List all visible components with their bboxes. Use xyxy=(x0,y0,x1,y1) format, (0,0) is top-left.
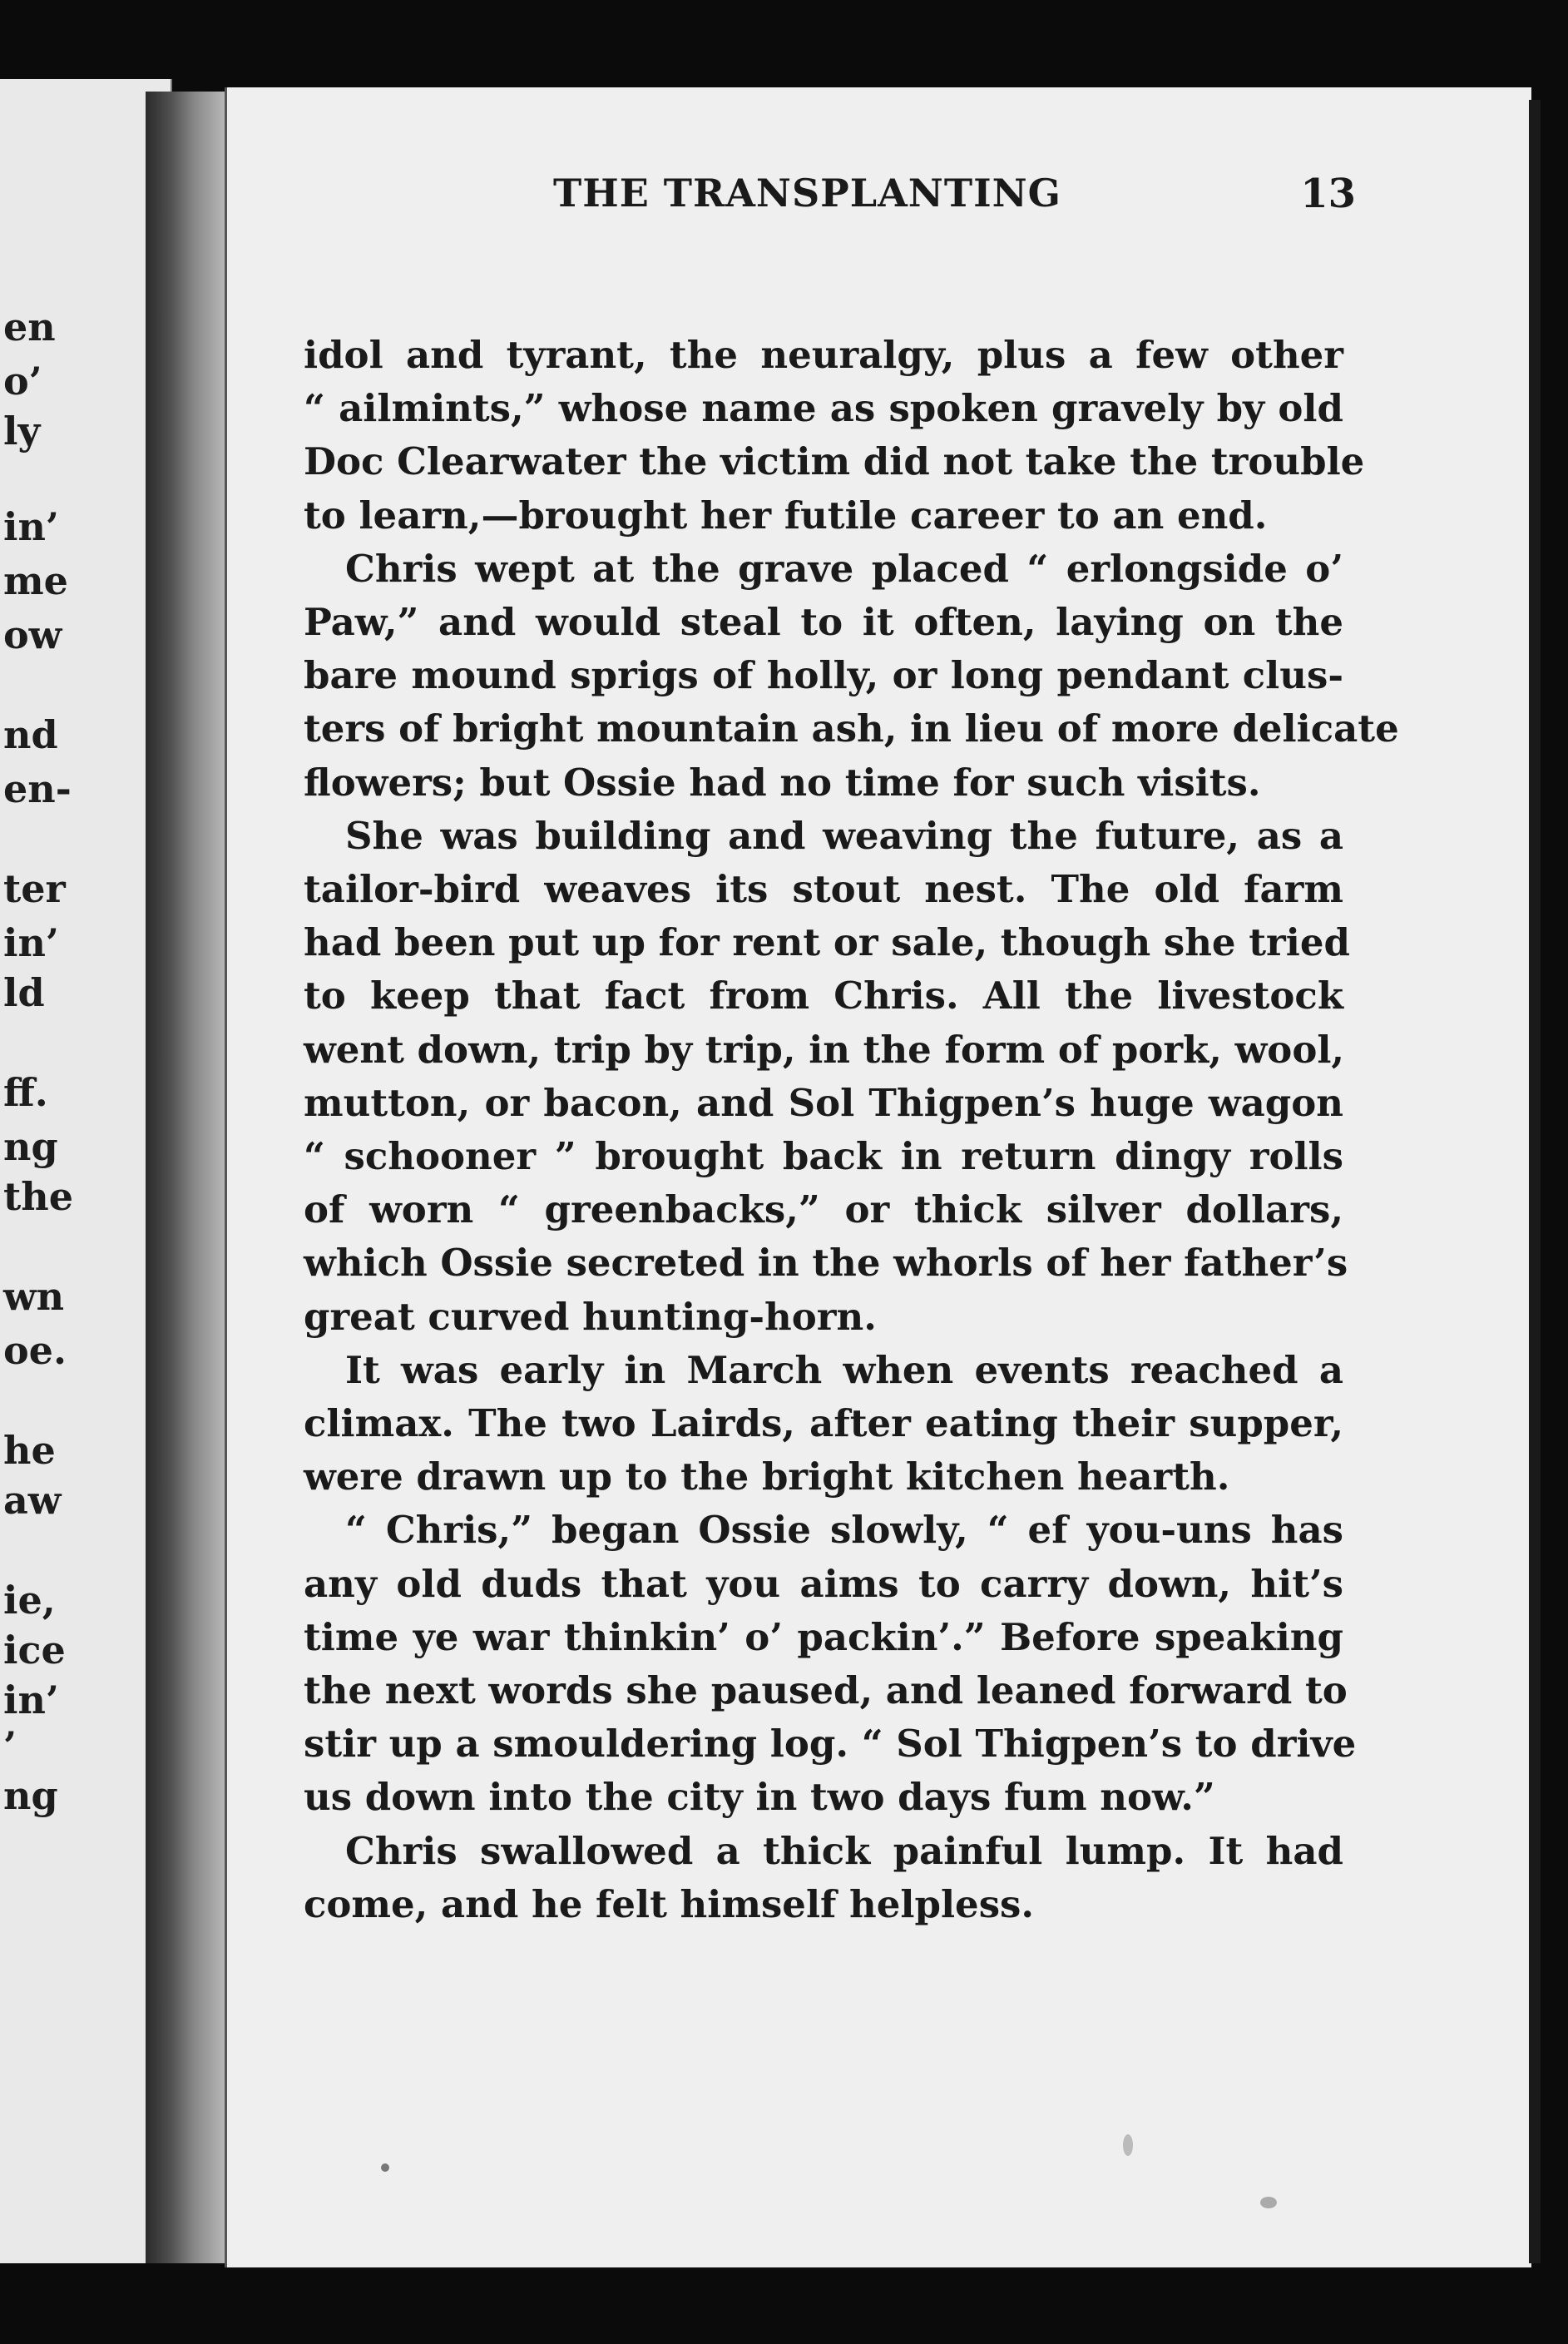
book-gutter-shadow xyxy=(146,92,229,2263)
facing-page-fragment: aw xyxy=(3,1478,62,1523)
facing-page-fragment: me xyxy=(3,558,68,603)
facing-page-fragment: ie, xyxy=(3,1578,56,1623)
text-line: stir up a smouldering log. “ Sol Thigpen’s to drive xyxy=(304,1722,1357,1767)
facing-page-fragment: wn xyxy=(3,1274,65,1319)
facing-page-fragment: ff. xyxy=(3,1070,48,1115)
scan-speck xyxy=(1123,2134,1133,2156)
scan-speck xyxy=(1260,2197,1277,2208)
text-line: mutton, or bacon, and Sol Thigpen’s huge wagon xyxy=(304,1080,1343,1125)
facing-page-fragment: en xyxy=(3,305,56,349)
facing-page-fragment: oe. xyxy=(3,1328,67,1373)
facing-page-fragment: he xyxy=(3,1428,56,1473)
facing-page-fragment: ice xyxy=(3,1628,66,1673)
page-edge xyxy=(1529,100,1541,2263)
text-line: It was early in March when events reached a xyxy=(345,1347,1343,1392)
body-text xyxy=(304,329,1399,1931)
text-line: us down into the city in two days fum now.” xyxy=(304,1775,1215,1820)
text-line: to learn,—brought her futile career to an end. xyxy=(304,493,1268,538)
text-line: were drawn up to the bright kitchen hearth. xyxy=(304,1454,1230,1499)
text-line: had been put up for rent or sale, though she tried xyxy=(304,920,1350,965)
facing-page-fragment: ly xyxy=(3,409,41,453)
text-line: come, and he felt himself helpless. xyxy=(304,1881,1035,1926)
text-line: Chris swallowed a thick painful lump. It had xyxy=(345,1828,1343,1873)
facing-page-fragment: nd xyxy=(3,712,58,757)
facing-page-fragment: ’ xyxy=(3,1723,17,1768)
facing-page-fragment: ng xyxy=(3,1124,58,1169)
text-line: tailor-bird weaves its stout nest. The old farm xyxy=(304,867,1343,912)
text-line: any old duds that you aims to carry down, hit’s xyxy=(304,1561,1343,1606)
facing-page-fragment: the xyxy=(3,1174,73,1219)
text-line: Paw,” and would steal to it often, laying on the xyxy=(304,600,1343,645)
facing-page-fragment: in’ xyxy=(3,1677,59,1722)
text-line: bare mound sprigs of holly, or long pendant clus- xyxy=(304,653,1343,698)
text-line: Doc Clearwater the victim did not take the trouble xyxy=(304,439,1365,484)
text-line: climax. The two Lairds, after eating their supper, xyxy=(304,1401,1343,1446)
text-line: idol and tyrant, the neuralgy, plus a few other xyxy=(304,333,1343,377)
text-line: “ ailmints,” whose name as spoken gravely by old xyxy=(304,386,1343,431)
facing-page-fragment: en- xyxy=(3,766,72,811)
text-line: which Ossie secreted in the whorls of her father’s xyxy=(304,1241,1348,1286)
text-line: ters of bright mountain ash, in lieu of more delicate xyxy=(304,706,1399,751)
page-number: 13 xyxy=(1300,171,1356,217)
text-line: flowers; but Ossie had no time for such visits. xyxy=(304,760,1261,805)
page-header xyxy=(324,171,1356,237)
text-line: to keep that fact from Chris. All the livestock xyxy=(304,974,1343,1018)
facing-page-fragment: ng xyxy=(3,1773,58,1818)
facing-page-fragment: in’ xyxy=(3,920,59,965)
facing-page-fragment: in’ xyxy=(3,504,59,549)
facing-page-fragment: o’ xyxy=(3,359,42,404)
text-line: the next words she paused, and leaned forward to xyxy=(304,1668,1348,1713)
facing-page-fragment: ter xyxy=(3,866,66,911)
text-line: went down, trip by trip, in the form of pork, wool, xyxy=(304,1027,1345,1072)
text-line: great curved hunting-horn. xyxy=(304,1294,877,1339)
running-head: THE TRANSPLANTING xyxy=(553,171,1061,216)
text-line: “ schooner ” brought back in return dingy rolls xyxy=(304,1134,1343,1179)
text-line: “ Chris,” began Ossie slowly, “ ef you-uns has xyxy=(345,1508,1343,1553)
text-line: of worn “ greenbacks,” or thick silver dollars, xyxy=(304,1187,1343,1232)
text-line: Chris wept at the grave placed “ erlongside o’ xyxy=(345,546,1343,591)
text-line: time ye war thinkin’ o’ packin’.” Before speaking xyxy=(304,1614,1343,1659)
scan-speck xyxy=(381,2163,389,2172)
facing-page-fragment: ow xyxy=(3,612,62,657)
facing-page-fragment: ld xyxy=(3,970,45,1015)
text-line: She was building and weaving the future, as a xyxy=(345,813,1343,858)
